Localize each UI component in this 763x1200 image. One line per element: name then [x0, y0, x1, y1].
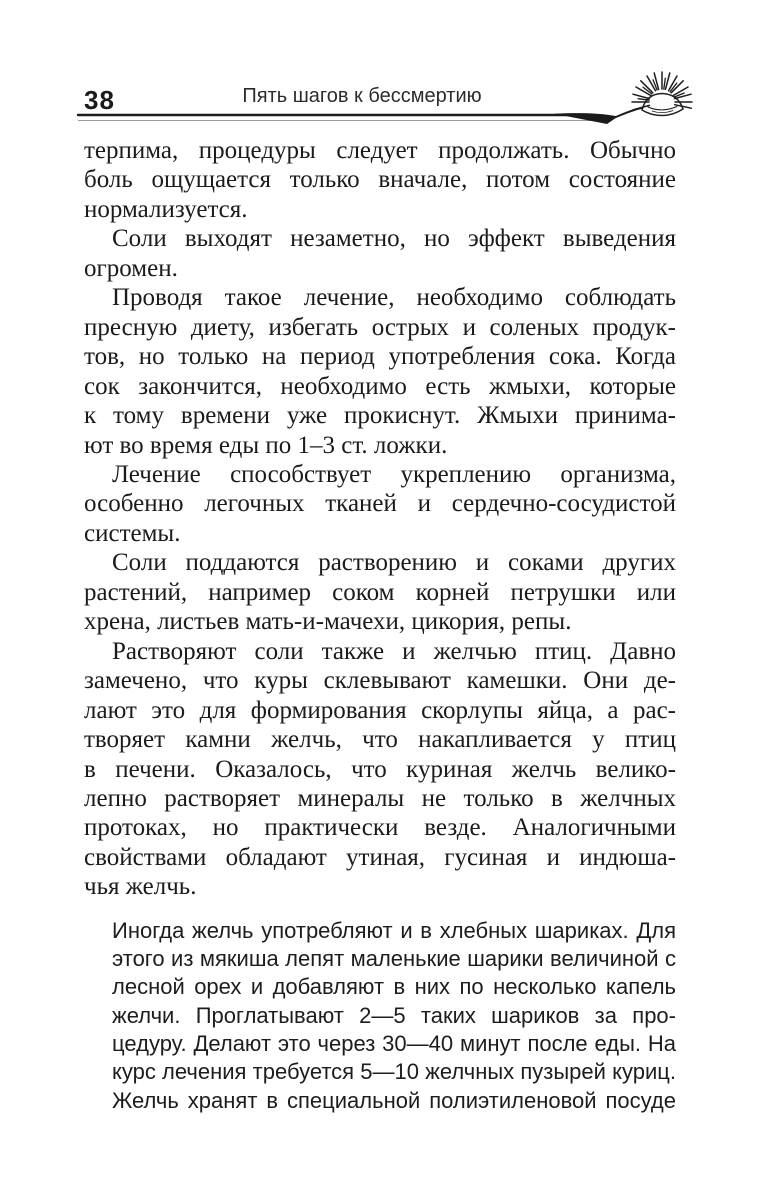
- text-line: хрена, листьев мать-и-мачехи, цикория, репы.: [84, 608, 572, 636]
- text-line: к тому времени уже прокиснут. Жмыхи принима-: [84, 402, 676, 430]
- note-paragraph: [112, 917, 676, 1115]
- text-line: Лечение способствует укреплению организма,: [112, 460, 676, 488]
- text-line: свойствами обладают утиная, гусиная и индюша-: [84, 843, 676, 871]
- text-line: огромен.: [84, 254, 178, 282]
- running-title: Пять шагов к бессмертию: [242, 85, 482, 107]
- sunflower-ornament-icon: [76, 60, 716, 138]
- text-line: курс лечения требуется 5—10 желчных пузырей куриц.: [112, 1059, 676, 1085]
- text-line: чья желчь.: [84, 873, 197, 901]
- text-line: лесной орех и добавляют в них по несколько капель: [112, 974, 676, 1000]
- body-paragraph: [84, 224, 676, 283]
- text-line: особенно легочных тканей и сердечно-сосудистой: [84, 490, 676, 518]
- text-line: Проводя такое лечение, необходимо соблюдать: [112, 284, 676, 312]
- body-paragraph: [84, 136, 676, 224]
- text-line: творяет камни желчь, что накапливается у птиц: [84, 726, 676, 754]
- text-line: желчи. Проглатывают 2—5 таких шариков за про-: [112, 1002, 676, 1028]
- text-line: терпима, процедуры следует продолжать. Обычно: [84, 137, 676, 164]
- body-paragraph: [84, 548, 676, 636]
- body-paragraph: [84, 460, 676, 548]
- text-line: Соли выходят незаметно, но эффект выведения: [112, 225, 676, 253]
- text-line: Желчь хранят в специальной полиэтиленовой посуде: [112, 1087, 676, 1113]
- text-line: лают это для формирования скорлупы яйца, а рас-: [84, 696, 676, 724]
- text-line: нормализуется.: [84, 195, 248, 223]
- text-line: Растворяют соли также и желчью птиц. Давно: [112, 637, 676, 665]
- text-line: боль ощущается только вначале, потом состояние: [84, 166, 676, 194]
- text-line: этого из мякиша лепят маленькие шарики величиной с: [112, 946, 676, 972]
- text-line: ют во время еды по 1–3 ст. ложки.: [84, 431, 448, 459]
- text-body: [84, 136, 676, 1115]
- text-line: тов, но только на период употребления сока. Когда: [84, 343, 676, 371]
- text-line: замечено, что куры склевывают камешки. Они де-: [84, 667, 676, 695]
- text-line: растений, например соком корней петрушки или: [84, 578, 676, 606]
- text-line: сок закончится, необходимо есть жмыхи, которые: [84, 372, 676, 400]
- body-paragraph: [84, 283, 676, 460]
- text-line: в печени. Оказалось, что куриная желчь велико-: [84, 755, 676, 783]
- body-paragraph: [84, 637, 676, 902]
- text-line: протоках, но практически везде. Аналогичными: [84, 814, 676, 842]
- text-line: Соли поддаются растворению и соками других: [112, 549, 676, 577]
- text-line: Иногда желчь употребляют и в хлебных шариках. Для: [112, 917, 676, 943]
- text-line: пресную диету, избегать острых и соленых продук-: [84, 313, 676, 341]
- text-line: системы.: [84, 519, 181, 547]
- text-line: цедуру. Делают это через 30—40 минут после еды. На: [112, 1030, 676, 1056]
- page-number: 38: [84, 85, 115, 115]
- text-line: лепно растворяет минералы не только в желчных: [84, 784, 676, 812]
